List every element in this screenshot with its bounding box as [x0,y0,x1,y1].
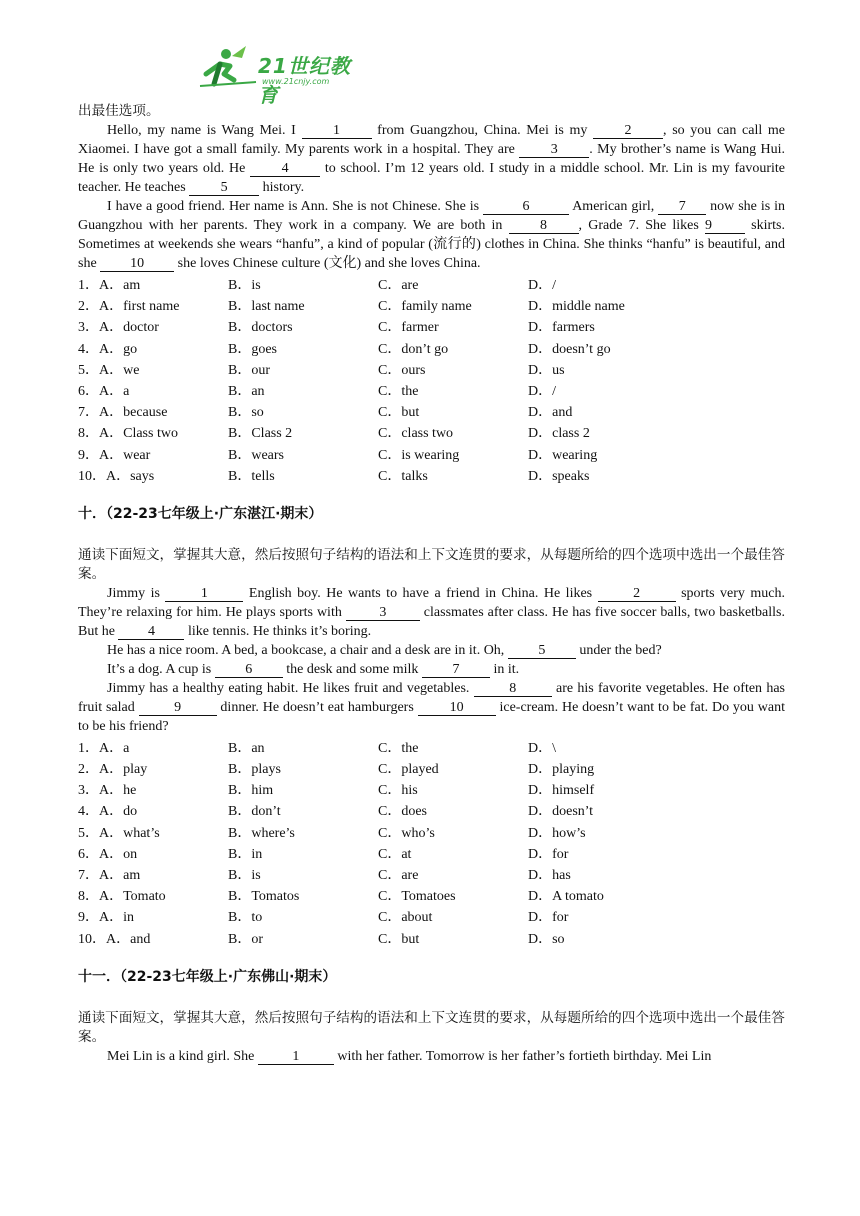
answer-blank: 3 [519,142,589,158]
option-choice: 2．A．play [78,762,148,778]
option-choice: C．who’s [378,825,435,841]
answer-blank: 6 [215,662,283,678]
option-choice: D．farmers [528,320,595,336]
option-choice: C．Tomatoes [378,889,456,905]
option-choice: D．speaks [528,468,590,484]
answer-blank: 1 [302,123,372,139]
option-choice: 7．A．am [78,868,141,883]
option-choice: B．him [228,783,274,799]
option-choice: D．doesn’t go [528,341,611,357]
option-row [78,381,785,402]
option-choice: C．the [378,740,419,756]
answer-blank: 1 [165,586,243,602]
answer-blank: 5 [508,643,576,659]
passage-paragraph: He has a nice room. A bed, a bookcase, a chair and a desk are in it. Oh, 5 under the bed? [107,642,662,658]
section-heading-10: 十．（22-23七年级上·广东湛江·期末） [78,505,323,522]
answer-blank: 8 [509,218,579,234]
option-choice: 2．A．first name [78,299,180,315]
option-choice: B．Tomatos [228,889,300,905]
option-choice: C．is wearing [378,447,460,463]
top-instruction-tail: 出最佳选项。 [78,103,160,119]
option-choice: C．are [378,278,419,293]
option-row [78,339,785,360]
passage-3 [78,1047,785,1066]
option-choice: B．plays [228,762,281,778]
option-choice: C．farmer [378,320,439,336]
option-choice: 10．A．says [78,468,155,484]
option-row [78,738,785,759]
option-choice: 7．A．because [78,405,168,421]
site-logo [196,44,366,107]
option-choice: C．class two [378,426,454,442]
option-choice: D．how’s [528,825,586,841]
option-choice: C．but [378,405,420,421]
option-choice: B．Class 2 [228,426,293,442]
answer-blank: 7 [658,199,706,215]
passage-paragraph: It’s a dog. A cup is 6 the desk and some milk 7 in it. [107,661,520,677]
option-choice: B．tells [228,468,275,484]
option-choice: B．so [228,405,264,421]
section-heading-11: 十一．（22-23七年级上·广东佛山·期末） [78,968,337,985]
option-choice: D．so [528,931,565,947]
answer-blank: 7 [422,662,490,678]
option-choice: 8．A．Tomato [78,889,166,905]
answer-blank: 9 [139,700,217,716]
option-choice: 6．A．on [78,846,138,862]
option-row [78,296,785,317]
option-choice: B．to [228,910,263,926]
option-choice: B．last name [228,299,305,315]
passage-2 [78,584,785,736]
document-page [78,102,785,1066]
section-instruction-11: 通读下面短文，掌握其大意，然后按照句子结构的语法和上下文连贯的要求，从每题所给的四个选项中选出一个最佳答案。 [78,1009,785,1045]
option-choice: B．an [228,740,265,756]
passage-paragraph: Jimmy has a healthy eating habit. He likes fruit and vegetables. 8 are his favorite vegetables. He often has fruit salad 9 dinner. He doesn’t eat hamburgers 10 ice-cream. He doesn’t want to be fat. Do you want to be his friend? [78,680,785,734]
option-row [78,844,785,865]
answer-blank: 2 [598,586,676,602]
option-choice: D．has [528,868,571,883]
option-choice: D．himself [528,783,595,799]
option-row [78,466,785,487]
option-choice: B．don’t [228,804,281,820]
option-row [78,865,785,886]
option-row [78,445,785,466]
options-2 [78,738,785,950]
passage-paragraph: Hello, my name is Wang Mei. I 1 from Guangzhou, China. Mei is my 2 , so you can call me Xiaomei. I have got a small family. My parents work in a hospital. They are 3 . My brother’s name is Wang Hui. He is only two years old. He 4 to school. I’m 12 years old. I study in a middle school. Mr. Lin is my favourite teacher. He teaches 5 history. [78,123,785,195]
option-choice: B．is [228,278,261,293]
option-choice: D．/ [528,383,556,399]
answer-blank: 3 [346,605,420,621]
answer-blank: 10 [100,256,174,272]
passage-paragraph: Jimmy is 1 English boy. He wants to have a friend in China. He likes 2 sports very much. They’re relaxing for him. He plays sports with 3 classmates after class. He has five soccer balls, two basketballs. But he 4 like tennis. He thinks it’s boring. [78,585,785,639]
answer-blank: 4 [118,624,184,640]
option-choice: D．for [528,846,569,862]
option-choice: 9．A．wear [78,447,151,463]
option-row [78,780,785,801]
option-choice: D．\ [528,740,556,756]
option-choice: D．us [528,362,565,378]
option-choice: 3．A．doctor [78,320,159,336]
option-choice: C．are [378,868,419,883]
option-row [78,402,785,423]
option-row [78,360,785,381]
option-row [78,423,785,444]
option-choice: C．played [378,762,439,778]
section-instruction-10: 通读下面短文，掌握其大意，然后按照句子结构的语法和上下文连贯的要求，从每题所给的四个选项中选出一个最佳答案。 [78,546,785,582]
option-choice: 8．A．Class two [78,426,178,442]
option-choice: B．is [228,868,261,883]
option-choice: C．talks [378,468,428,484]
logo-brand: 21世纪教育 [258,54,351,107]
option-choice: B．in [228,846,263,862]
option-choice: D．wearing [528,447,598,463]
option-choice: 10．A．and [78,931,151,947]
answer-blank: 9 [705,218,745,234]
logo-url: www.21cnjy.com [262,77,330,86]
passage-paragraph: I have a good friend. Her name is Ann. She is not Chinese. She is 6 American girl, 7 now she is in Guangzhou with her parents. They work in a company. We are both in 8 , Grade 7. She likes 9 skirts. Sometimes at weekends she wears “hanfu”, a kind of popular (流行的) clothes in China. She thinks “hanfu” is beautiful, and she 10 she loves Chinese culture (文化) and she loves China. [78,199,786,271]
option-row [78,275,785,296]
option-choice: C．ours [378,362,426,378]
option-choice: B．an [228,383,265,399]
option-choice: 3．A．he [78,783,137,799]
option-row [78,317,785,338]
option-choice: C．but [378,931,420,947]
option-choice: D．for [528,910,569,926]
option-choice: 6．A．a [78,383,130,399]
answer-blank: 8 [474,681,552,697]
option-choice: D．doesn’t [528,804,594,820]
option-choice: 5．A．we [78,362,140,378]
option-choice: 9．A．in [78,910,134,926]
option-choice: B．wears [228,447,284,463]
option-choice: B．our [228,362,270,378]
option-row [78,759,785,780]
option-choice: B．goes [228,341,277,357]
option-row [78,801,785,822]
option-choice: C．don’t go [378,341,449,357]
option-choice: C．the [378,383,419,399]
option-choice: C．does [378,804,427,820]
option-choice: 4．A．do [78,804,138,820]
option-choice: 1．A．a [78,740,130,756]
option-row [78,929,785,950]
option-choice: D．middle name [528,299,625,315]
option-choice: B．doctors [228,320,293,336]
option-choice: C．about [378,910,433,926]
option-choice: D．A tomato [528,889,604,905]
option-choice: D．playing [528,762,595,778]
option-choice: B．or [228,931,263,947]
option-choice: C．family name [378,299,472,315]
passage-paragraph: Mei Lin is a kind girl. She 1 with her father. Tomorrow is her father’s fortieth birthday. Mei Lin [107,1048,712,1064]
option-choice: D．and [528,405,573,421]
answer-blank: 6 [483,199,569,215]
answer-blank: 4 [250,161,320,177]
answer-blank: 2 [593,123,663,139]
passage-1 [78,121,785,273]
option-choice: 5．A．what’s [78,825,160,841]
answer-blank: 5 [189,180,259,196]
answer-blank: 1 [258,1049,334,1065]
option-row [78,907,785,928]
option-choice: D．class 2 [528,426,590,442]
option-choice: D．/ [528,278,556,293]
options-1 [78,275,785,487]
option-choice: C．his [378,783,418,799]
option-choice: 4．A．go [78,341,138,357]
answer-blank: 10 [418,700,496,716]
option-choice: 1．A．am [78,278,141,293]
option-choice: C．at [378,846,412,862]
option-row [78,823,785,844]
option-choice: B．where’s [228,825,295,841]
option-row [78,886,785,907]
